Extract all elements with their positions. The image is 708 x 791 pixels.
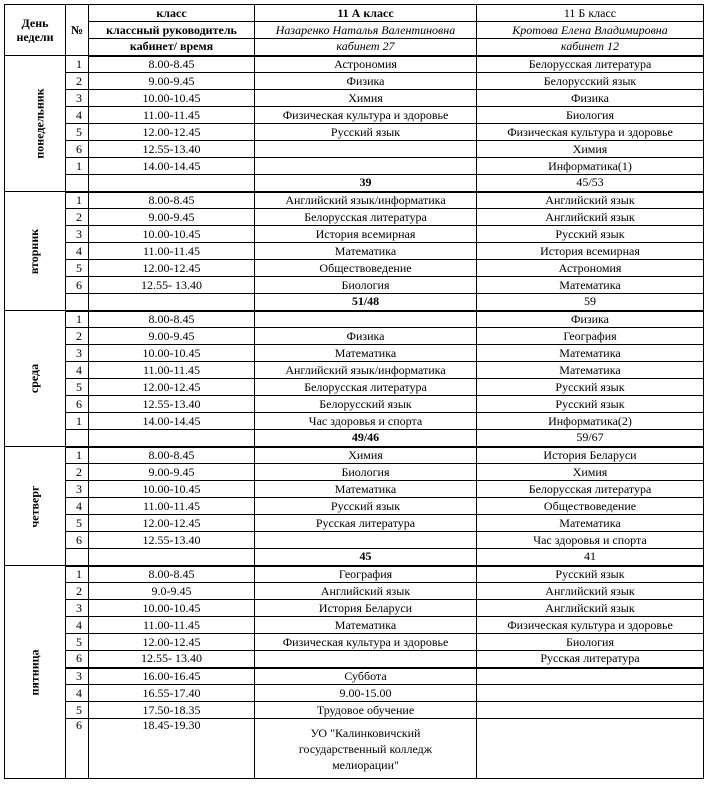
lesson-row: [5, 379, 704, 396]
lesson-time: 11.00-11.45: [89, 617, 255, 634]
lesson-number: 3: [66, 90, 89, 107]
lesson-row: [5, 362, 704, 379]
subject-a: Обществоведение: [255, 260, 477, 277]
lesson-number: 6: [66, 532, 89, 549]
lesson-row: [5, 226, 704, 243]
header-row-teacher: [5, 22, 704, 39]
lesson-row: [5, 413, 704, 430]
college-name: УО "Калинковичский государственный колледж мелиорации": [255, 719, 477, 779]
lesson-time: 12.55- 13.40: [89, 651, 255, 668]
lesson-time: 8.00-8.45: [89, 447, 255, 464]
empty-cell: [477, 719, 704, 779]
lesson-row: [5, 90, 704, 107]
lesson-number: 6: [66, 719, 89, 779]
room-number-a: 39: [255, 175, 477, 192]
subject-a: Физика: [255, 73, 477, 90]
lesson-row: [5, 634, 704, 651]
room-row: [5, 549, 704, 566]
lesson-row: [5, 447, 704, 464]
room-a: кабинет 27: [255, 39, 477, 56]
lesson-number: 5: [66, 702, 89, 719]
room-number-a: 51/48: [255, 294, 477, 311]
subject-b: Русский язык: [477, 566, 704, 583]
saturday-note: Суббота: [255, 668, 477, 685]
lesson-row: [5, 158, 704, 175]
room-row: [5, 175, 704, 192]
subject-b: Физическая культура и здоровье: [477, 124, 704, 141]
subject-b: Обществоведение: [477, 498, 704, 515]
subject-a: Химия: [255, 90, 477, 107]
lesson-number: 3: [66, 668, 89, 685]
lesson-row: [5, 396, 704, 413]
lesson-row: [5, 56, 704, 73]
lesson-number: 3: [66, 600, 89, 617]
room-number-b: 59/67: [477, 430, 704, 447]
subject-a: Час здоровья и спорта: [255, 413, 477, 430]
lesson-number: 1: [66, 413, 89, 430]
lesson-number: 6: [66, 277, 89, 294]
subject-a: Русский язык: [255, 124, 477, 141]
subject-a: Белорусская литература: [255, 379, 477, 396]
lesson-number: 2: [66, 73, 89, 90]
lesson-time: 12.55-13.40: [89, 396, 255, 413]
lesson-number: 3: [66, 345, 89, 362]
lesson-row: [5, 260, 704, 277]
lesson-row: [5, 651, 704, 668]
day-name-cell: [5, 447, 66, 566]
lesson-row: [5, 73, 704, 90]
subject-b: Биология: [477, 634, 704, 651]
room-row: [5, 294, 704, 311]
lesson-time: 10.00-10.45: [89, 345, 255, 362]
lesson-number: 2: [66, 328, 89, 345]
lesson-row: [5, 515, 704, 532]
class-label: класс: [89, 5, 255, 22]
subject-b: Химия: [477, 464, 704, 481]
lesson-number: 1: [66, 158, 89, 175]
lesson-number: 3: [66, 226, 89, 243]
subject-a: Белорусский язык: [255, 396, 477, 413]
subject-b: Физическая культура и здоровье: [477, 617, 704, 634]
lesson-number: 4: [66, 107, 89, 124]
lesson-time: 8.00-8.45: [89, 566, 255, 583]
lesson-number: 5: [66, 515, 89, 532]
subject-b: Информатика(1): [477, 158, 704, 175]
lesson-row: [5, 209, 704, 226]
subject-a: Математика: [255, 481, 477, 498]
lesson-row: [5, 243, 704, 260]
lesson-row: [5, 107, 704, 124]
lesson-time: 12.55-13.40: [89, 141, 255, 158]
subject-b: География: [477, 328, 704, 345]
lesson-time: 10.00-10.45: [89, 226, 255, 243]
lesson-number: 2: [66, 464, 89, 481]
room-label: кабинет/ время: [89, 39, 255, 56]
lesson-time: 8.00-8.45: [89, 192, 255, 209]
empty-cell: [477, 668, 704, 685]
day-name: вторник: [27, 228, 42, 274]
subject-b: Математика: [477, 515, 704, 532]
lesson-time: 14.00-14.45: [89, 158, 255, 175]
number-column-header: №: [66, 5, 89, 56]
extra-row: [5, 668, 704, 685]
subject-a: География: [255, 566, 477, 583]
lesson-row: [5, 464, 704, 481]
lesson-number: 2: [66, 209, 89, 226]
lesson-time: 9.00-9.45: [89, 209, 255, 226]
lesson-number: 4: [66, 617, 89, 634]
lesson-number: 6: [66, 651, 89, 668]
subject-a: Математика: [255, 243, 477, 260]
lesson-row: [5, 192, 704, 209]
lesson-number: 5: [66, 124, 89, 141]
lesson-time: 11.00-11.45: [89, 362, 255, 379]
subject-a: Математика: [255, 345, 477, 362]
room-row-empty: [89, 294, 255, 311]
subject-a: Физическая культура и здоровье: [255, 634, 477, 651]
subject-a: Математика: [255, 617, 477, 634]
subject-b: Химия: [477, 141, 704, 158]
room-b: кабинет 12: [477, 39, 704, 56]
subject-a: Биология: [255, 464, 477, 481]
room-number-b: 59: [477, 294, 704, 311]
lesson-time: 10.00-10.45: [89, 481, 255, 498]
lesson-row: [5, 498, 704, 515]
subject-b: Английский язык: [477, 192, 704, 209]
lesson-number: 1: [66, 566, 89, 583]
subject-b: Информатика(2): [477, 413, 704, 430]
subject-b: Русский язык: [477, 379, 704, 396]
teacher-b: Кротова Елена Владимировна: [477, 22, 704, 39]
lesson-row: [5, 311, 704, 328]
lesson-number: 2: [66, 583, 89, 600]
room-row-empty: [66, 430, 89, 447]
lesson-row: [5, 345, 704, 362]
subject-b: Физика: [477, 90, 704, 107]
empty-cell: [477, 702, 704, 719]
lesson-time: 8.00-8.45: [89, 56, 255, 73]
lesson-row: [5, 124, 704, 141]
class-a-header: 11 А класс: [255, 5, 477, 22]
day-name-cell: [5, 56, 66, 192]
day-name-cell: [5, 311, 66, 447]
empty-cell: [477, 685, 704, 702]
lesson-number: 1: [66, 311, 89, 328]
lesson-row: [5, 141, 704, 158]
subject-a: Физическая культура и здоровье: [255, 107, 477, 124]
header-row-room: [5, 39, 704, 56]
saturday-note: Трудовое обучение: [255, 702, 477, 719]
subject-b: Математика: [477, 362, 704, 379]
lesson-row: [5, 566, 704, 583]
lesson-time: 12.00-12.45: [89, 515, 255, 532]
lesson-time: 11.00-11.45: [89, 498, 255, 515]
lesson-row: [5, 481, 704, 498]
lesson-number: 6: [66, 396, 89, 413]
subject-a: [255, 158, 477, 175]
class-b-header: 11 Б класс: [477, 5, 704, 22]
day-name-cell: [5, 192, 66, 311]
lesson-time: 9.0-9.45: [89, 583, 255, 600]
subject-b: История всемирная: [477, 243, 704, 260]
lesson-time: 12.55-13.40: [89, 532, 255, 549]
lesson-time: 8.00-8.45: [89, 311, 255, 328]
subject-b: Английский язык: [477, 600, 704, 617]
extra-row: [5, 685, 704, 702]
subject-b: Математика: [477, 277, 704, 294]
subject-a: [255, 651, 477, 668]
subject-a: Белорусская литература: [255, 209, 477, 226]
header-row-class: [5, 5, 704, 22]
lesson-time: 10.00-10.45: [89, 600, 255, 617]
room-row-empty: [66, 549, 89, 566]
lesson-time: 9.00-9.45: [89, 328, 255, 345]
lesson-number: 5: [66, 260, 89, 277]
subject-b: Физика: [477, 311, 704, 328]
lesson-time: 10.00-10.45: [89, 90, 255, 107]
lesson-number: 4: [66, 243, 89, 260]
lesson-time: 12.00-12.45: [89, 634, 255, 651]
day-column-header: День недели: [5, 5, 66, 56]
lesson-time: 16.00-16.45: [89, 668, 255, 685]
subject-a: Русский язык: [255, 498, 477, 515]
teacher-label: классный руководитель: [89, 22, 255, 39]
lesson-row: [5, 617, 704, 634]
day-name-cell: [5, 566, 66, 779]
room-row-empty: [89, 549, 255, 566]
day-name: четверг: [27, 485, 42, 527]
subject-b: Белорусский язык: [477, 73, 704, 90]
lesson-row: [5, 277, 704, 294]
lesson-time: 17.50-18.35: [89, 702, 255, 719]
subject-b: Математика: [477, 345, 704, 362]
lesson-time: 16.55-17.40: [89, 685, 255, 702]
subject-b: Русский язык: [477, 226, 704, 243]
subject-a: Русская литература: [255, 515, 477, 532]
lesson-time: 11.00-11.45: [89, 243, 255, 260]
room-number-a: 49/46: [255, 430, 477, 447]
subject-a: [255, 532, 477, 549]
subject-a: Английский язык/информатика: [255, 362, 477, 379]
subject-a: [255, 141, 477, 158]
room-number-a: 45: [255, 549, 477, 566]
subject-b: Английский язык: [477, 583, 704, 600]
subject-a: История всемирная: [255, 226, 477, 243]
room-row-empty: [66, 294, 89, 311]
subject-b: Английский язык: [477, 209, 704, 226]
teacher-a: Назаренко Наталья Валентиновна: [255, 22, 477, 39]
subject-a: [255, 311, 477, 328]
lesson-time: 9.00-9.45: [89, 73, 255, 90]
lesson-time: 12.00-12.45: [89, 260, 255, 277]
room-row-empty: [89, 430, 255, 447]
subject-b: Белорусская литература: [477, 56, 704, 73]
subject-b: Биология: [477, 107, 704, 124]
subject-b: Час здоровья и спорта: [477, 532, 704, 549]
lesson-time: 12.00-12.45: [89, 124, 255, 141]
room-row-empty: [66, 175, 89, 192]
lesson-number: 6: [66, 141, 89, 158]
lesson-time: 18.45-19.30: [89, 719, 255, 779]
day-name: пятница: [27, 648, 42, 696]
subject-a: Английский язык: [255, 583, 477, 600]
lesson-time: 9.00-9.45: [89, 464, 255, 481]
subject-a: Химия: [255, 447, 477, 464]
lesson-number: 1: [66, 447, 89, 464]
extra-row: [5, 719, 704, 779]
lesson-number: 5: [66, 634, 89, 651]
lesson-number: 1: [66, 56, 89, 73]
lesson-number: 4: [66, 498, 89, 515]
lesson-number: 4: [66, 685, 89, 702]
subject-a: Английский язык/информатика: [255, 192, 477, 209]
timetable: [4, 4, 704, 779]
subject-b: Русская литература: [477, 651, 704, 668]
subject-b: История Беларуси: [477, 447, 704, 464]
lesson-number: 4: [66, 362, 89, 379]
lesson-time: 11.00-11.45: [89, 107, 255, 124]
lesson-number: 5: [66, 379, 89, 396]
day-name: среда: [27, 363, 42, 394]
lesson-row: [5, 328, 704, 345]
lesson-row: [5, 583, 704, 600]
extra-row: [5, 702, 704, 719]
subject-a: Биология: [255, 277, 477, 294]
lesson-row: [5, 600, 704, 617]
lesson-number: 1: [66, 192, 89, 209]
day-name: понедельник: [32, 88, 47, 159]
lesson-time: 12.00-12.45: [89, 379, 255, 396]
lesson-number: 3: [66, 481, 89, 498]
subject-a: Астрономия: [255, 56, 477, 73]
subject-a: История Беларуси: [255, 600, 477, 617]
subject-b: Белорусская литература: [477, 481, 704, 498]
lesson-time: 14.00-14.45: [89, 413, 255, 430]
lesson-row: [5, 532, 704, 549]
room-row-empty: [89, 175, 255, 192]
lesson-time: 12.55- 13.40: [89, 277, 255, 294]
subject-b: Русский язык: [477, 396, 704, 413]
room-number-b: 41: [477, 549, 704, 566]
room-row: [5, 430, 704, 447]
subject-b: Астрономия: [477, 260, 704, 277]
room-number-b: 45/53: [477, 175, 704, 192]
saturday-note: 9.00-15.00: [255, 685, 477, 702]
subject-a: Физика: [255, 328, 477, 345]
